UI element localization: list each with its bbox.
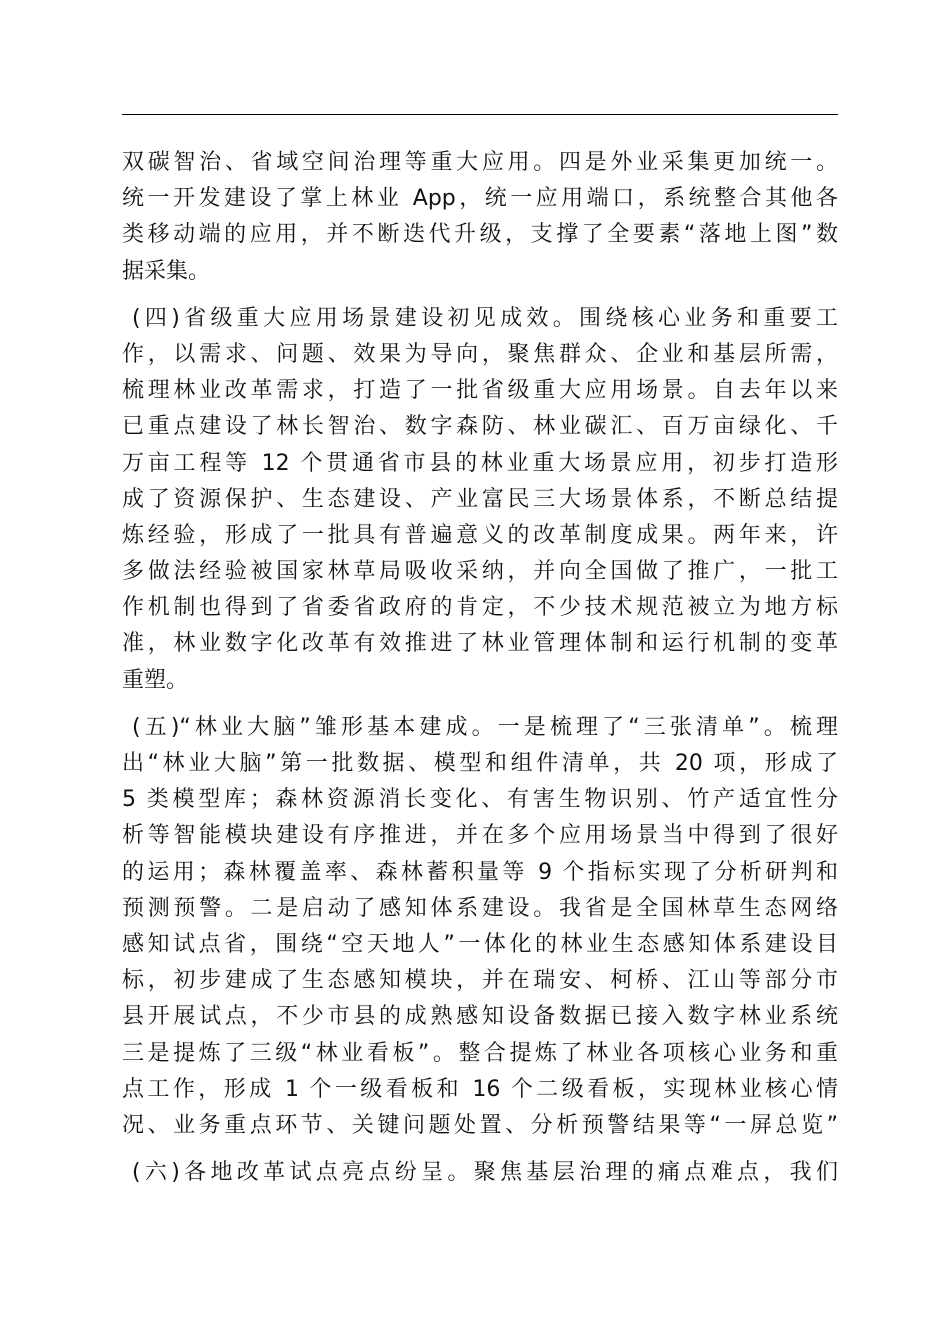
- text-line: 况、业务重点环节、关键问题处置、分析预警结果等“一屏总览”: [122, 1112, 838, 1138]
- text-line: 统一开发建设了掌上林业 App，统一应用端口，系统整合其他各: [122, 186, 838, 212]
- text-line: 感知试点省，围绕“空天地人”一体化的林业生态感知体系建设目: [122, 931, 838, 957]
- text-line: 梳理林业改革需求，打造了一批省级重大应用场景。自去年以来: [122, 378, 838, 404]
- text-line: 县开展试点，不少市县的成熟感知设备数据已接入数字林业系统: [122, 1004, 838, 1030]
- text-line: 成了资源保护、生态建设、产业富民三大场景体系，不断总结提: [122, 486, 838, 512]
- text-line: 的运用；森林覆盖率、森林蓄积量等 9 个指标实现了分析研判和: [122, 859, 838, 885]
- text-line: 作，以需求、问题、效果为导向，聚焦群众、企业和基层所需，: [122, 341, 838, 367]
- text-line: 析等智能模块建设有序推进，并在多个应用场景当中得到了很好: [122, 823, 838, 849]
- paragraph-2: [122, 301, 838, 699]
- text-line: 预测预警。二是启动了感知体系建设。我省是全国林草生态网络: [122, 895, 838, 921]
- paragraph-1: [122, 145, 838, 290]
- paragraph-4: [122, 1155, 838, 1191]
- text-line: 万亩工程等 12 个贯通省市县的林业重大场景应用，初步打造形: [122, 450, 838, 476]
- text-line: (四)省级重大应用场景建设初见成效。围绕核心业务和重要工: [132, 305, 838, 331]
- header-rule: [122, 114, 838, 115]
- text-line: 据采集。: [122, 258, 211, 284]
- paragraph-3: [122, 710, 838, 1144]
- text-line: 重塑。: [122, 667, 189, 693]
- text-line: 点工作，形成 1 个一级看板和 16 个二级看板，实现林业核心情: [122, 1076, 838, 1102]
- text-line: (六)各地改革试点亮点纷呈。聚焦基层治理的痛点难点，我们: [132, 1160, 838, 1186]
- text-line: 准，林业数字化改革有效推进了林业管理体制和运行机制的变革: [122, 631, 838, 657]
- document-body: [122, 145, 838, 1202]
- text-line: 已重点建设了林长智治、数字森防、林业碳汇、百万亩绿化、千: [122, 414, 838, 440]
- text-line: 多做法经验被国家林草局吸收采纳，并向全国做了推广，一批工: [122, 559, 838, 585]
- text-line: 作机制也得到了省委省政府的肯定，不少技术规范被立为地方标: [122, 595, 838, 621]
- text-line: 炼经验，形成了一批具有普遍意义的改革制度成果。两年来，许: [122, 522, 838, 548]
- text-line: (五)“林业大脑”雏形基本建成。一是梳理了“三张清单”。梳理: [132, 714, 838, 740]
- text-line: 类移动端的应用，并不断迭代升级，支撑了全要素“落地上图”数: [122, 222, 838, 248]
- text-line: 双碳智治、省域空间治理等重大应用。四是外业采集更加统一。: [122, 150, 838, 175]
- text-line: 5 类模型库；森林资源消长变化、有害生物识别、竹产适宜性分: [122, 787, 838, 813]
- text-line: 标，初步建成了生态感知模块，并在瑞安、柯桥、江山等部分市: [122, 968, 838, 994]
- text-line: 三是提炼了三级“林业看板”。整合提炼了林业各项核心业务和重: [122, 1040, 838, 1066]
- text-line: 出“林业大脑”第一批数据、模型和组件清单，共 20 项，形成了: [122, 751, 838, 776]
